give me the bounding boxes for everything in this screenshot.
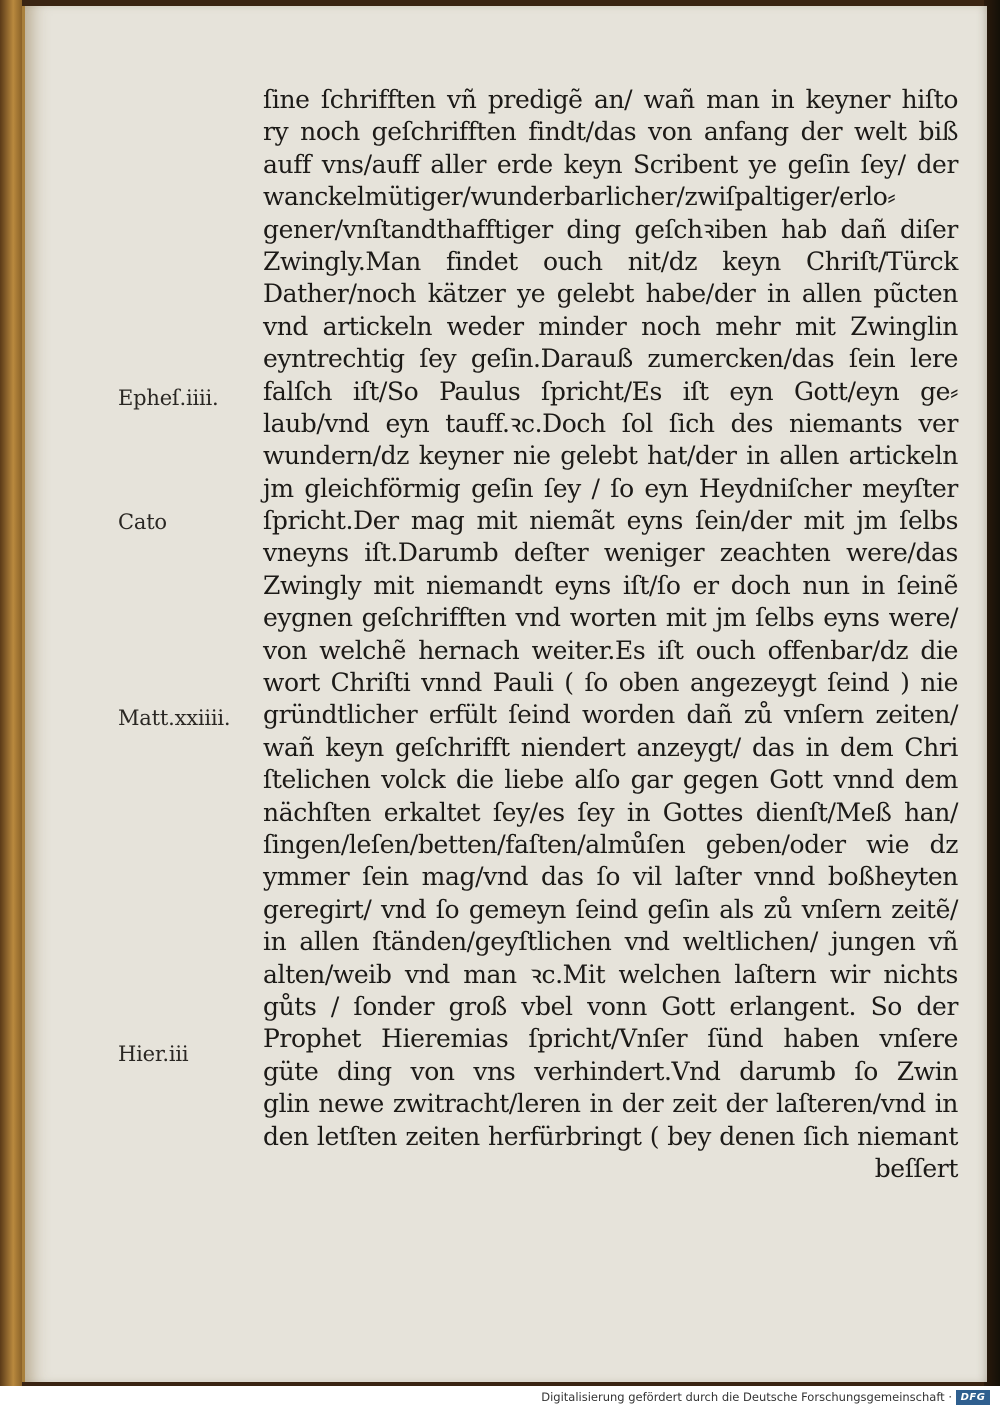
text-line: eyntrechtig ſey geſin.Darauß zumercken/das ſein lere [263,344,958,374]
footer-bar [0,1386,1000,1410]
text-line: den letſten zeiten herfürbringt ( bey denen ſich niemant [263,1121,958,1151]
text-line: wanckelmütiger/wunderbarlicher/zwiſpaltiger/erlo⸗ [263,182,896,212]
catchword: beſſert [874,1153,958,1183]
text-line: gründtlicher erfült ſeind worden dañ zů vnſern zeiten/ [263,700,958,730]
book-binding-edge [0,0,22,1386]
text-line: glin newe zwitracht/leren in der zeit der laſteren/vnd in [263,1089,958,1119]
text-line: Zwingly.Man findet ouch nit/dz keyn Chriſt/Türck [263,246,958,276]
text-line: alten/weib vnd man ꝛc.Mit welchen laſtern wir nichts [263,959,958,989]
dfg-logo-icon[interactable]: DFG [956,1390,990,1405]
main-text-block [263,84,958,1185]
text-line: gener/vnſtandthafftiger ding geſchꝛiben hab dañ diſer [263,214,958,244]
text-line: nächſten erkaltet ſey/es ſey in Gottes dienſt/Meß han/ [263,797,958,827]
text-line: Prophet Hieremias ſpricht/Vnſer ſünd haben vnſere [263,1024,958,1054]
text-line: Dather/noch kätzer ye gelebt habe/der in allen pũcten [263,279,958,309]
text-line: falſch iſt/So Paulus ſpricht/Es iſt eyn Gott/eyn ge⸗ [263,376,958,406]
text-line: eygnen geſchrifften vnd worten mit jm ſelbs eyns were/ [263,603,958,633]
text-line: ſine ſchrifften vñ predigẽ an/ wañ man in keyner hiſto [263,85,958,114]
marginal-note-ephesians: Epheſ.iiii. [118,386,219,410]
text-line: geregirt/ vnd ſo gemeyn ſeind geſin als zů vnſern zeitẽ/ [263,894,958,924]
marginal-note-cato: Cato [118,510,167,534]
text-line: in allen ſtänden/geyſtlichen vnd weltlichen/ jungen vñ [263,927,958,957]
text-line: ſingen/leſen/betten/faſten/almůſen geben/oder wie dz [263,829,958,859]
text-line: wañ keyn geſchrifft niendert anzeygt/ das in dem Chri [263,732,958,762]
text-line: Zwingly mit niemandt eyns iſt/ſo er doch nun in ſeinẽ [263,570,958,600]
text-line: vneyns iſt.Darumb deſter weniger zeachten were/das [263,538,958,568]
text-line: auff vns/auff aller erde keyn Scribent ye geſin ſey/ der [263,149,958,179]
footer-credit: Digitalisierung gefördert durch die Deutsche Forschungsgemeinschaft · [541,1390,952,1404]
text-line: ymmer ſein mag/vnd das ſo vil laſter vnnd boßheyten [263,862,958,892]
text-line: laub/vnd eyn tauff.ꝛc.Doch ſol ſich des niemants ver [263,408,958,438]
text-line: von welchẽ hernach weiter.Es iſt ouch offenbar/dz die [263,635,958,665]
text-line: jm gleichförmig geſin ſey / ſo eyn Heydniſcher meyſter [263,473,958,503]
text-line: gůts / ſonder groß vbel vonn Gott erlangent. So der [263,991,958,1021]
text-line: ry noch geſchrifften findt/das von anfang der welt biß [263,117,958,147]
text-line: vnd artickeln weder minder noch mehr mit Zwinglin [263,311,958,341]
marginal-note-jeremiah: Hier.iii [118,1042,189,1066]
text-line: ſtelichen volck die liebe alſo gar gegen Gott vnnd dem [263,765,958,795]
text-line: ſpricht.Der mag mit niemãt eyns ſein/der mit jm ſelbs [263,506,958,536]
marginal-note-matthew: Matt.xxiiii. [118,706,231,730]
text-line: wort Chriſti vnnd Pauli ( ſo oben angezeygt ſeind ) nie [263,668,958,698]
text-line: wundern/dz keyner nie gelebt hat/der in allen artickeln [263,441,958,471]
text-line: güte ding von vns verhindert.Vnd darumb ſo Zwin [263,1056,958,1086]
